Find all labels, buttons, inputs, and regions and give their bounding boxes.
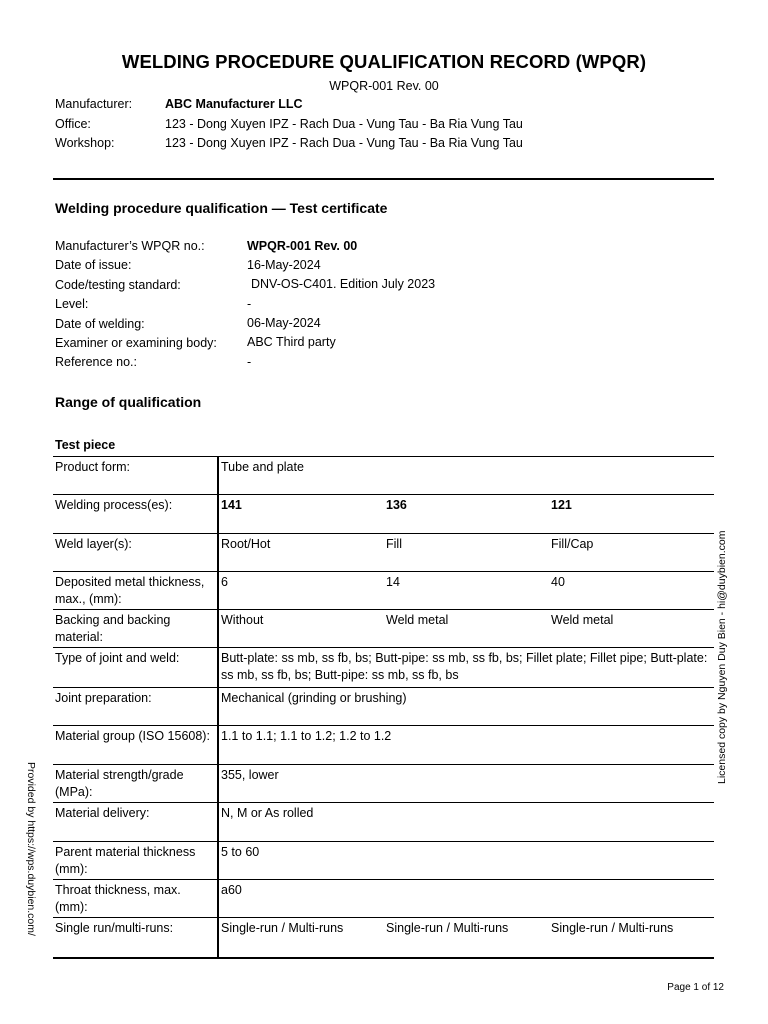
table-row xyxy=(53,495,714,534)
table-cell: Weld metal xyxy=(549,610,714,648)
table-cell: 40 xyxy=(549,572,714,610)
table-cell: Fill/Cap xyxy=(549,534,714,572)
page-number: Page 1 of 12 xyxy=(667,982,724,993)
table-row xyxy=(53,648,714,688)
office-value: 123 - Dong Xuyen IPZ - Rach Dua - Vung Tau - Ba Ria Vung Tau xyxy=(165,117,523,131)
test-piece-heading: Test piece xyxy=(55,438,116,452)
row-label: Welding process(es): xyxy=(53,495,218,534)
document-title: WELDING PROCEDURE QUALIFICATION RECORD (WPQR) xyxy=(121,51,647,72)
table-row xyxy=(53,572,714,610)
cert-field-value: ABC Third party xyxy=(247,335,336,349)
row-label: Throat thickness, max. (mm): xyxy=(53,880,218,918)
table-row xyxy=(53,842,714,880)
table-cell: 14 xyxy=(384,572,549,610)
row-value: Mechanical (grinding or brushing) xyxy=(218,688,714,726)
table-cell: Single-run / Multi-runs xyxy=(384,918,549,958)
document-number: WPQR-001 Rev. 00 xyxy=(329,79,439,93)
row-value: a60 xyxy=(218,880,714,918)
table-cell: Single-run / Multi-runs xyxy=(549,918,714,958)
manufacturer-value: ABC Manufacturer LLC xyxy=(165,97,303,111)
process-cell: 141 xyxy=(218,495,384,534)
table-cell: Root/Hot xyxy=(218,534,384,572)
cert-field-value: - xyxy=(247,297,252,311)
table-row xyxy=(53,765,714,803)
table-row xyxy=(53,803,714,842)
certificate-heading: Welding procedure qualification — Test certificate xyxy=(55,200,388,216)
cert-field-label: Level: xyxy=(55,297,89,311)
cert-field-value: 16-May-2024 xyxy=(247,258,321,272)
table-cell: Weld metal xyxy=(384,610,549,648)
cert-field-label: Code/testing standard: xyxy=(55,278,181,292)
workshop-label: Workshop: xyxy=(55,136,115,150)
row-label: Material strength/grade (MPa): xyxy=(53,765,218,803)
table-row xyxy=(53,726,714,765)
table-cell: Single-run / Multi-runs xyxy=(218,918,384,958)
manufacturer-label: Manufacturer: xyxy=(55,97,133,111)
table-row xyxy=(53,457,714,495)
row-value: 5 to 60 xyxy=(218,842,714,880)
cert-field-label: Date of welding: xyxy=(55,317,145,331)
row-label: Material delivery: xyxy=(53,803,218,842)
row-label: Backing and backing material: xyxy=(53,610,218,648)
row-value: 1.1 to 1.1; 1.1 to 1.2; 1.2 to 1.2 xyxy=(218,726,714,765)
cert-field-label: Examiner or examining body: xyxy=(55,336,217,350)
row-label: Single run/multi-runs: xyxy=(53,918,218,958)
row-label: Joint preparation: xyxy=(53,688,218,726)
row-value: 355, lower xyxy=(218,765,714,803)
table-cell: Without xyxy=(218,610,384,648)
cert-field-value: - xyxy=(247,355,252,369)
header-divider xyxy=(53,178,714,180)
range-heading: Range of qualification xyxy=(55,394,202,410)
table-row xyxy=(53,534,714,572)
row-label: Type of joint and weld: xyxy=(53,648,218,688)
cert-field-label: Manufacturer’s WPQR no.: xyxy=(55,239,205,253)
table-cell: 6 xyxy=(218,572,384,610)
office-label: Office: xyxy=(55,117,91,131)
provider-watermark: Provided by https://wps.duybien.com/ xyxy=(25,762,37,936)
cert-field-value: DNV-OS-C401. Edition July 2023 xyxy=(251,277,436,291)
row-label: Deposited metal thickness, max., (mm): xyxy=(53,572,218,610)
process-cell: 136 xyxy=(384,495,549,534)
process-cell: 121 xyxy=(549,495,714,534)
row-label: Product form: xyxy=(53,457,218,495)
license-watermark: Licensed copy by Nguyen Duy Bien - hi@duybien.com xyxy=(716,530,728,784)
cert-field-value: WPQR-001 Rev. 00 xyxy=(247,239,358,253)
table-row xyxy=(53,610,714,648)
row-value: N, M or As rolled xyxy=(218,803,714,842)
table-row xyxy=(53,918,714,958)
row-label: Material group (ISO 15608): xyxy=(53,726,218,765)
cert-field-label: Date of issue: xyxy=(55,258,132,272)
cert-field-value: 06-May-2024 xyxy=(247,316,321,330)
workshop-value: 123 - Dong Xuyen IPZ - Rach Dua - Vung Tau - Ba Ria Vung Tau xyxy=(165,136,523,150)
table-row xyxy=(53,688,714,726)
row-value: Butt-plate: ss mb, ss fb, bs; Butt-pipe: ss mb, ss fb, bs; Fillet plate; Fillet pipe; Butt-plate: ss mb, ss fb, bs; Butt-pipe: ss mb, ss fb, bs xyxy=(218,648,714,688)
table-row xyxy=(53,880,714,918)
row-value: Tube and plate xyxy=(218,457,714,495)
cert-field-label: Reference no.: xyxy=(55,355,137,369)
row-label: Parent material thickness (mm): xyxy=(53,842,218,880)
qualification-table xyxy=(53,456,714,959)
row-label: Weld layer(s): xyxy=(53,534,218,572)
table-cell: Fill xyxy=(384,534,549,572)
